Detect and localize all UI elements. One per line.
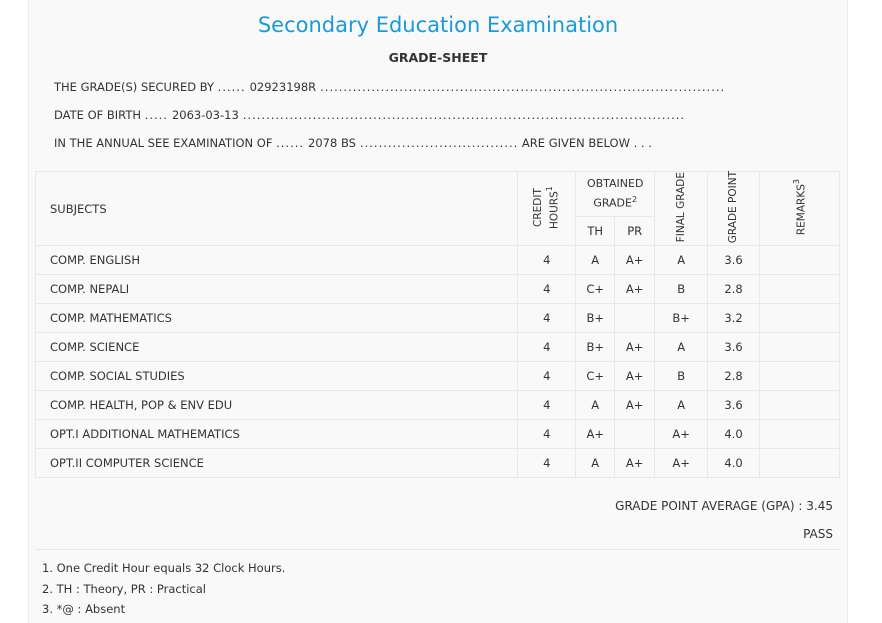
subject-cell: COMP. HEALTH, POP & ENV EDU xyxy=(36,391,518,420)
pr-grade-cell xyxy=(615,420,655,449)
grade-point-cell: 3.6 xyxy=(708,246,760,275)
final-grade-cell: A+ xyxy=(655,449,708,478)
final-grade-cell: B xyxy=(655,275,708,304)
grade-point-cell: 3.6 xyxy=(708,391,760,420)
remarks-cell xyxy=(760,333,840,362)
exam-line: IN THE ANNUAL SEE EXAMINATION OF ...... 2078 BS .................................. ARE GIVEN BELOW . . . xyxy=(54,136,652,150)
gpa-label: GRADE POINT AVERAGE (GPA) : xyxy=(615,499,803,513)
table-row xyxy=(36,246,840,275)
credit-cell: 4 xyxy=(518,304,576,333)
credit-cell: 4 xyxy=(518,391,576,420)
dob-value: 2063-03-13 xyxy=(171,108,239,122)
subject-cell: COMP. NEPALI xyxy=(36,275,518,304)
remarks-cell xyxy=(760,362,840,391)
remarks-cell xyxy=(760,304,840,333)
pr-header: PR xyxy=(615,217,655,246)
remarks-cell xyxy=(760,420,840,449)
th-grade-cell: A xyxy=(576,246,615,275)
table-row xyxy=(36,449,840,478)
subject-cell: COMP. SCIENCE xyxy=(36,333,518,362)
credit-hours-header: CREDIT HOURS$^1$ xyxy=(518,172,576,246)
subject-cell: OPT.II COMPUTER SCIENCE xyxy=(36,449,518,478)
credit-cell: 4 xyxy=(518,420,576,449)
grade-point-cell: 4.0 xyxy=(708,449,760,478)
remarks-cell xyxy=(760,449,840,478)
final-grade-header: FINAL GRADE xyxy=(655,172,708,246)
th-header: TH xyxy=(576,217,615,246)
pr-grade-cell: A+ xyxy=(615,333,655,362)
final-grade-cell: A xyxy=(655,246,708,275)
subjects-header: SUBJECTS xyxy=(36,172,518,246)
pr-grade-cell: A+ xyxy=(615,362,655,391)
pr-grade-cell: A+ xyxy=(615,275,655,304)
table-row xyxy=(36,362,840,391)
remarks-cell xyxy=(760,391,840,420)
gpa-value: 3.45 xyxy=(806,499,833,513)
gpa-line xyxy=(615,499,833,513)
result-status: PASS xyxy=(803,527,833,541)
divider xyxy=(35,549,840,550)
grade-point-cell: 2.8 xyxy=(708,275,760,304)
dob-line: DATE OF BIRTH ..... 2063-03-13 ............................................................................................... xyxy=(54,108,686,122)
final-grade-cell: B xyxy=(655,362,708,391)
table-row xyxy=(36,333,840,362)
pr-grade-cell: A+ xyxy=(615,449,655,478)
credit-cell: 4 xyxy=(518,362,576,391)
table-row xyxy=(36,420,840,449)
subject-cell: COMP. MATHEMATICS xyxy=(36,304,518,333)
final-grade-cell: B+ xyxy=(655,304,708,333)
final-grade-cell: A+ xyxy=(655,420,708,449)
pr-grade-cell: A+ xyxy=(615,391,655,420)
remarks-cell xyxy=(760,275,840,304)
footnote-2: 2. TH : Theory, PR : Practical xyxy=(42,581,206,596)
th-grade-cell: A xyxy=(576,449,615,478)
grade-point-cell: 2.8 xyxy=(708,362,760,391)
final-grade-cell: A xyxy=(655,391,708,420)
final-grade-cell: A xyxy=(655,333,708,362)
obtained-grade-header: OBTAINED GRADE$^2$ xyxy=(576,172,655,217)
page-subtitle: GRADE-SHEET xyxy=(388,50,488,65)
subject-cell: COMP. ENGLISH xyxy=(36,246,518,275)
pr-grade-cell xyxy=(615,304,655,333)
subject-cell: COMP. SOCIAL STUDIES xyxy=(36,362,518,391)
credit-cell: 4 xyxy=(518,333,576,362)
footnote-3: 3. *@ : Absent xyxy=(42,602,126,616)
grade-sheet xyxy=(28,0,848,623)
grade-point-header: GRADE POINT xyxy=(708,172,760,246)
th-grade-cell: A+ xyxy=(576,420,615,449)
th-grade-cell: A xyxy=(576,391,615,420)
symbol-number: 02923198R xyxy=(249,80,317,94)
secured-by-line: THE GRADE(S) SECURED BY ...... 02923198R ....................................................................................... xyxy=(54,80,726,94)
remarks-cell xyxy=(760,246,840,275)
footnote-1: 1. One Credit Hour equals 32 Clock Hours. xyxy=(42,561,286,575)
th-grade-cell: C+ xyxy=(576,362,615,391)
table-row xyxy=(36,304,840,333)
given-below: ARE GIVEN BELOW . . . xyxy=(521,136,652,150)
exam-label: IN THE ANNUAL SEE EXAMINATION OF xyxy=(54,136,273,150)
grade-point-cell: 4.0 xyxy=(708,420,760,449)
table-row xyxy=(36,275,840,304)
exam-year: 2078 BS xyxy=(308,136,356,150)
footnotes xyxy=(42,558,285,620)
grade-point-cell: 3.2 xyxy=(708,304,760,333)
th-grade-cell: B+ xyxy=(576,333,615,362)
grade-point-cell: 3.6 xyxy=(708,333,760,362)
remarks-header: REMARKS$^3$ xyxy=(760,172,840,246)
credit-cell: 4 xyxy=(518,449,576,478)
dob-label: DATE OF BIRTH xyxy=(54,108,142,122)
pr-grade-cell: A+ xyxy=(615,246,655,275)
th-grade-cell: C+ xyxy=(576,275,615,304)
credit-cell: 4 xyxy=(518,246,576,275)
th-grade-cell: B+ xyxy=(576,304,615,333)
subject-cell: OPT.I ADDITIONAL MATHEMATICS xyxy=(36,420,518,449)
grades-table xyxy=(35,171,840,478)
page-title: Secondary Education Examination xyxy=(257,13,619,37)
secured-by-label: THE GRADE(S) SECURED BY xyxy=(54,80,215,94)
credit-cell: 4 xyxy=(518,275,576,304)
table-row xyxy=(36,391,840,420)
